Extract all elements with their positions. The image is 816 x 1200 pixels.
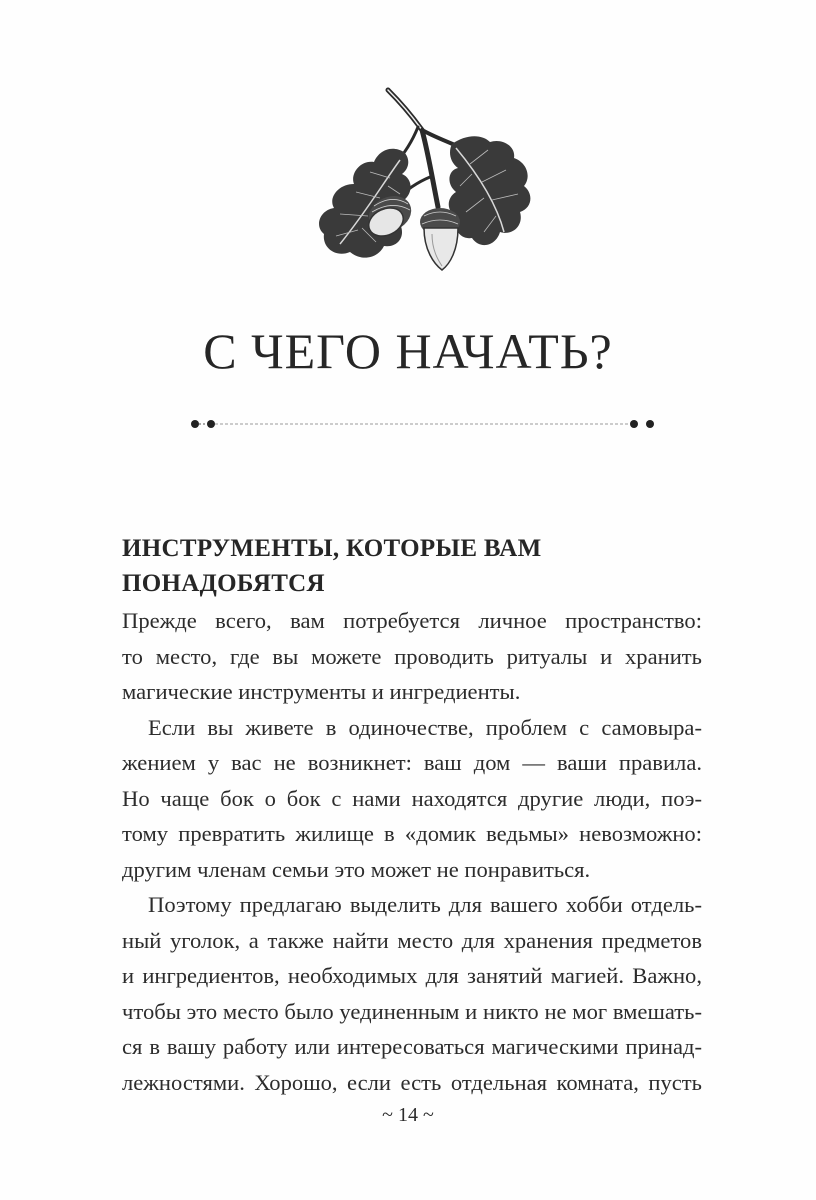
text-line: то место, где вы можете проводить ритуалы и хранить (122, 643, 702, 669)
text-line: Но чаще бок о бок с нами находятся другие люди, поэ- (122, 785, 702, 811)
text-line: и ингредиентов, необходимых для занятий магией. Важно, (122, 963, 702, 988)
section-heading-line: ИНСТРУМЕНТЫ, КОТОРЫЕ ВАМ (122, 535, 542, 562)
text-line: Прежде всего, вам потребуется личное пространство: (122, 608, 702, 633)
text-line: ный уголок, а также найти место для хранения предметов (122, 927, 702, 953)
section-heading (122, 531, 702, 601)
paragraph-2 (122, 710, 702, 888)
text-line: лежностями. Хорошо, если есть отдельная комната, пусть (122, 1069, 702, 1095)
text-line: Если вы живете в одиночестве, проблем с самовыра- (148, 714, 702, 740)
oak-branch-acorns-icon (300, 82, 540, 277)
chapter-title: С ЧЕГО НАЧАТЬ? (203, 323, 613, 379)
text-line: магические инструменты и ингредиенты. (122, 679, 521, 704)
text-line: чтобы это место было уединенным и никто не мог вмешать- (122, 998, 702, 1024)
text-line: другим членам семьи это может не понравиться. (122, 856, 591, 882)
text-line: ся в вашу работу или интересоваться магическими принад- (122, 1034, 702, 1059)
dotted-divider (190, 417, 655, 431)
text-line: тому превратить жилище в «домик ведьмы» невозможно: (122, 821, 702, 846)
paragraph-1 (122, 603, 702, 710)
body-text (122, 603, 702, 1100)
section-heading-line: ПОНАДОБЯТСЯ (122, 570, 325, 597)
paragraph-3 (122, 887, 702, 1100)
text-line: Поэтому предлагаю выделить для вашего хобби отдель- (148, 892, 702, 917)
text-line: жением у вас не возникнет: ваш дом — ваши правила. (122, 750, 702, 775)
page-number: ~ 14 ~ (382, 1104, 434, 1126)
